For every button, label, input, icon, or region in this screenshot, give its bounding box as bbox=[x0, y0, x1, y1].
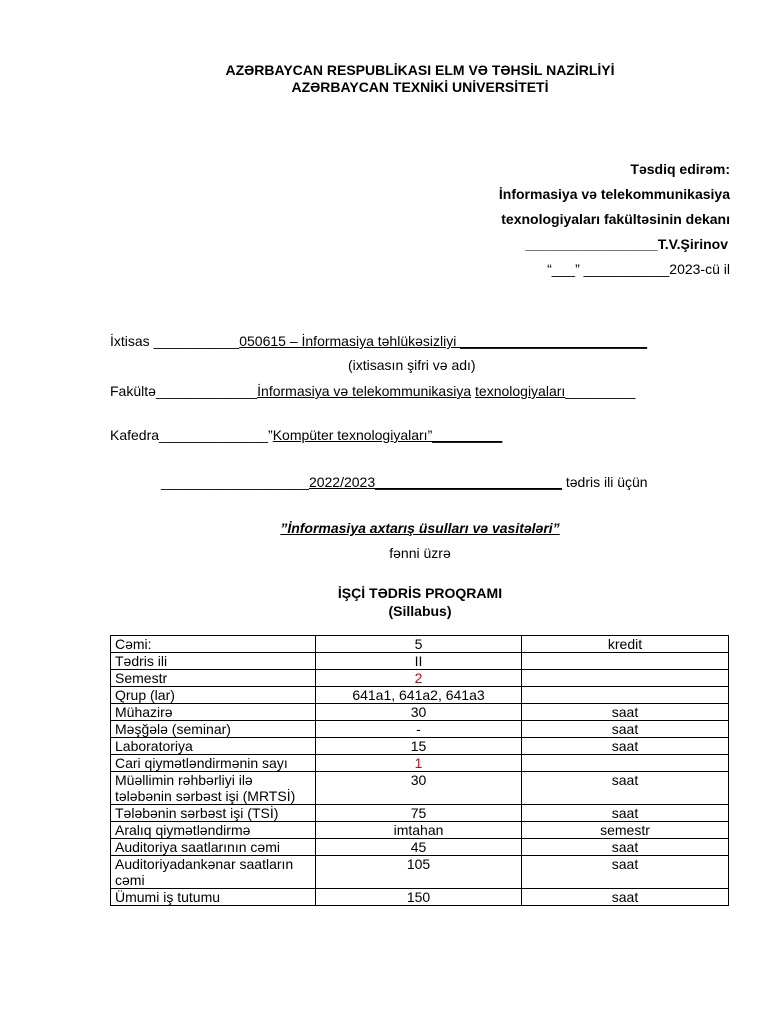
row-value: 15 bbox=[316, 738, 522, 755]
row-label: Tələbənin sərbəst işi (TSİ) bbox=[111, 805, 316, 822]
table-row bbox=[111, 822, 729, 839]
table-row bbox=[111, 721, 729, 738]
row-unit bbox=[522, 687, 729, 704]
department-value: Kompüter texnologiyaları”_________ bbox=[272, 427, 503, 443]
department-label: Kafedra______________” bbox=[110, 427, 273, 443]
row-value: - bbox=[316, 721, 522, 738]
row-unit bbox=[522, 653, 729, 670]
table-row bbox=[111, 805, 729, 822]
table-row bbox=[111, 856, 729, 889]
approval-faculty-line1: İnformasiya və telekommunikasiya bbox=[498, 186, 730, 202]
row-value: II bbox=[316, 653, 522, 670]
row-unit: saat bbox=[522, 889, 729, 906]
row-label: Tədris ili bbox=[111, 653, 316, 670]
row-unit: semestr bbox=[522, 822, 729, 839]
faculty-value-part1: İnformasiya və telekommunikasiya bbox=[257, 383, 472, 399]
program-title: İŞÇİ TƏDRİS PROQRAMI bbox=[337, 585, 503, 601]
subject-name: ”İnformasiya axtarış üsulları və vasitələri” bbox=[280, 520, 560, 536]
row-label: Auditoriyadankənar saatların cəmi bbox=[111, 856, 316, 889]
row-unit bbox=[522, 755, 729, 772]
approval-date: “___” ___________2023-cü il bbox=[547, 261, 730, 277]
table-row bbox=[111, 755, 729, 772]
academic-year-line bbox=[161, 474, 648, 490]
syllabus-table bbox=[110, 635, 729, 906]
ministry-title: AZƏRBAYCAN RESPUBLİKASI ELM VƏ TƏHSİL NAZİRLİYİ bbox=[225, 62, 615, 78]
row-unit: saat bbox=[522, 772, 729, 805]
row-value: 2 bbox=[316, 670, 522, 687]
academic-year-suffix: tədris ili üçün bbox=[561, 474, 648, 490]
row-label: Auditoriya saatlarının cəmi bbox=[111, 839, 316, 856]
row-unit: kredit bbox=[522, 636, 729, 653]
table-row bbox=[111, 687, 729, 704]
row-label: Laboratoriya bbox=[111, 738, 316, 755]
faculty-value-part2: texnologiyaları bbox=[475, 383, 566, 399]
row-value: 45 bbox=[316, 839, 522, 856]
specialty-line bbox=[110, 333, 647, 349]
row-value: 5 bbox=[316, 636, 522, 653]
row-unit bbox=[522, 670, 729, 687]
row-value: 1 bbox=[316, 755, 522, 772]
row-unit: saat bbox=[522, 856, 729, 889]
approval-heading: Təsdiq edirəm: bbox=[630, 161, 730, 177]
row-label: Cari qiymətləndirmənin sayı bbox=[111, 755, 316, 772]
table-row bbox=[111, 889, 729, 906]
faculty-label: Fakültə_____________ bbox=[110, 383, 258, 399]
row-value: 641a1, 641a2, 641a3 bbox=[316, 687, 522, 704]
approval-faculty-line2: texnologiyaları fakültəsinin dekanı bbox=[501, 211, 730, 227]
row-value: imtahan bbox=[316, 822, 522, 839]
faculty-suffix: _________ bbox=[565, 383, 636, 399]
subject-caption: fənni üzrə bbox=[389, 545, 451, 561]
specialty-caption: (ixtisasın şifri və adı) bbox=[348, 357, 476, 373]
row-unit: saat bbox=[522, 704, 729, 721]
table-row bbox=[111, 839, 729, 856]
row-value: 30 bbox=[316, 704, 522, 721]
table-row bbox=[111, 704, 729, 721]
row-unit: saat bbox=[522, 839, 729, 856]
subject-name-line bbox=[0, 520, 768, 536]
row-label: Semestr bbox=[111, 670, 316, 687]
program-subtitle: (Sillabus) bbox=[388, 603, 452, 619]
row-value: 105 bbox=[316, 856, 522, 889]
row-label: Məşğələ (seminar) bbox=[111, 721, 316, 738]
row-label: Aralıq qiymətləndirmə bbox=[111, 822, 316, 839]
row-value: 30 bbox=[316, 772, 522, 805]
table-row bbox=[111, 653, 729, 670]
row-unit: saat bbox=[522, 805, 729, 822]
specialty-label: İxtisas ___________ bbox=[110, 333, 240, 349]
row-label: Cəmi: bbox=[111, 636, 316, 653]
row-label: Müəllimin rəhbərliyi ilə tələbənin sərbəst işi (MRTSİ) bbox=[111, 772, 316, 805]
university-title: AZƏRBAYCAN TEXNİKİ UNİVERSİTETİ bbox=[291, 79, 549, 95]
academic-year-blank: ___________________ bbox=[161, 474, 309, 490]
row-unit: saat bbox=[522, 738, 729, 755]
table-row bbox=[111, 738, 729, 755]
table-row bbox=[111, 636, 729, 653]
academic-year-value: 2022/2023________________________ bbox=[308, 474, 562, 490]
row-label: Mühazirə bbox=[111, 704, 316, 721]
row-value: 150 bbox=[316, 889, 522, 906]
table-row bbox=[111, 670, 729, 687]
row-label: Qrup (lar) bbox=[111, 687, 316, 704]
row-label: Ümumi iş tutumu bbox=[111, 889, 316, 906]
department-line bbox=[110, 427, 502, 443]
approval-signature: _________________T.V.Şirinov bbox=[525, 236, 728, 252]
table-row bbox=[111, 772, 729, 805]
row-value: 75 bbox=[316, 805, 522, 822]
row-unit: saat bbox=[522, 721, 729, 738]
syllabus-table-body bbox=[111, 636, 729, 906]
faculty-line bbox=[110, 383, 635, 399]
specialty-value: 050615 – İnformasiya təhlükəsizliyi ________________________ bbox=[239, 333, 648, 349]
